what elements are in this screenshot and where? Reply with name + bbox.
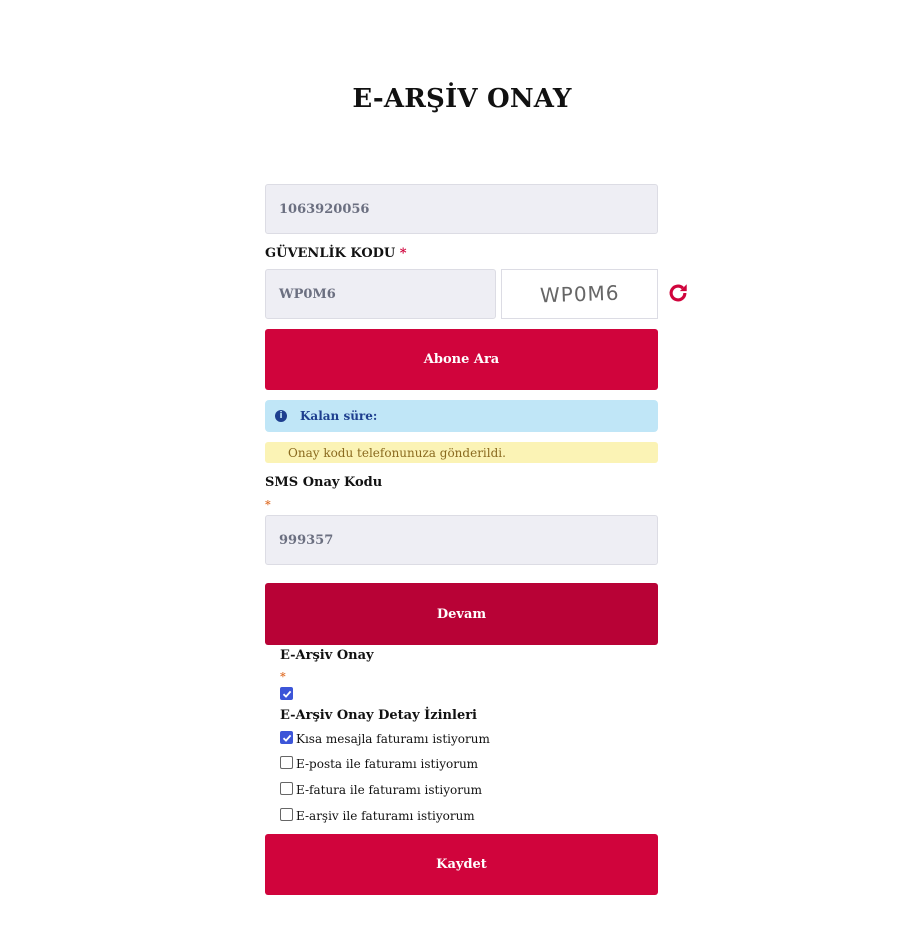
- earsiv-consent-label: E-Arşiv Onay: [280, 648, 374, 663]
- sms-invoice-checkbox[interactable]: [280, 731, 293, 744]
- continue-label: Devam: [436, 606, 487, 622]
- save-button[interactable]: [265, 834, 658, 895]
- captcha-image: [501, 269, 658, 319]
- page-title: E-ARŞİV ONAY: [352, 84, 572, 114]
- subscriber-number-value: 1063920056: [279, 201, 370, 217]
- earsiv-required-mark: *: [280, 670, 286, 683]
- required-mark: *: [399, 246, 407, 261]
- detail-permissions-label: E-Arşiv Onay Detay İzinleri: [280, 708, 477, 723]
- remaining-time-alert: [265, 400, 658, 432]
- earsiv-invoice-checkbox[interactable]: [280, 808, 293, 821]
- refresh-icon[interactable]: [667, 282, 689, 304]
- search-subscriber-label: Abone Ara: [423, 352, 500, 367]
- check-icon: [282, 689, 292, 699]
- email-invoice-checkbox[interactable]: [280, 756, 293, 769]
- security-code-label: GÜVENLİK KODU *: [265, 246, 407, 261]
- sms-invoice-label: Kısa mesajla faturamı istiyorum: [296, 732, 490, 746]
- info-icon: i: [275, 410, 287, 422]
- sms-code-value: 999357: [279, 532, 334, 548]
- efatura-invoice-checkbox[interactable]: [280, 782, 293, 795]
- remaining-time-text: Kalan süre:: [300, 409, 378, 423]
- captcha-text: WP0M6: [539, 280, 620, 308]
- earsiv-consent-checkbox[interactable]: [280, 687, 293, 700]
- continue-button[interactable]: [265, 583, 658, 645]
- code-sent-text: Onay kodu telefonunuza gönderildi.: [288, 445, 506, 460]
- code-sent-alert: [265, 442, 658, 463]
- sms-code-label: SMS Onay Kodu: [265, 475, 383, 490]
- efatura-invoice-label: E-fatura ile faturamı istiyorum: [296, 783, 483, 797]
- security-code-value: WP0M6: [279, 286, 336, 302]
- save-label: Kaydet: [436, 857, 487, 872]
- sms-code-input[interactable]: [265, 515, 658, 565]
- security-code-input[interactable]: [265, 269, 496, 319]
- earsiv-invoice-label: E-arşiv ile faturamı istiyorum: [296, 809, 475, 823]
- search-subscriber-button[interactable]: [265, 329, 658, 390]
- email-invoice-label: E-posta ile faturamı istiyorum: [296, 757, 479, 771]
- sms-required-mark: *: [265, 498, 271, 511]
- check-icon: [282, 733, 292, 743]
- subscriber-number-input[interactable]: [265, 184, 658, 234]
